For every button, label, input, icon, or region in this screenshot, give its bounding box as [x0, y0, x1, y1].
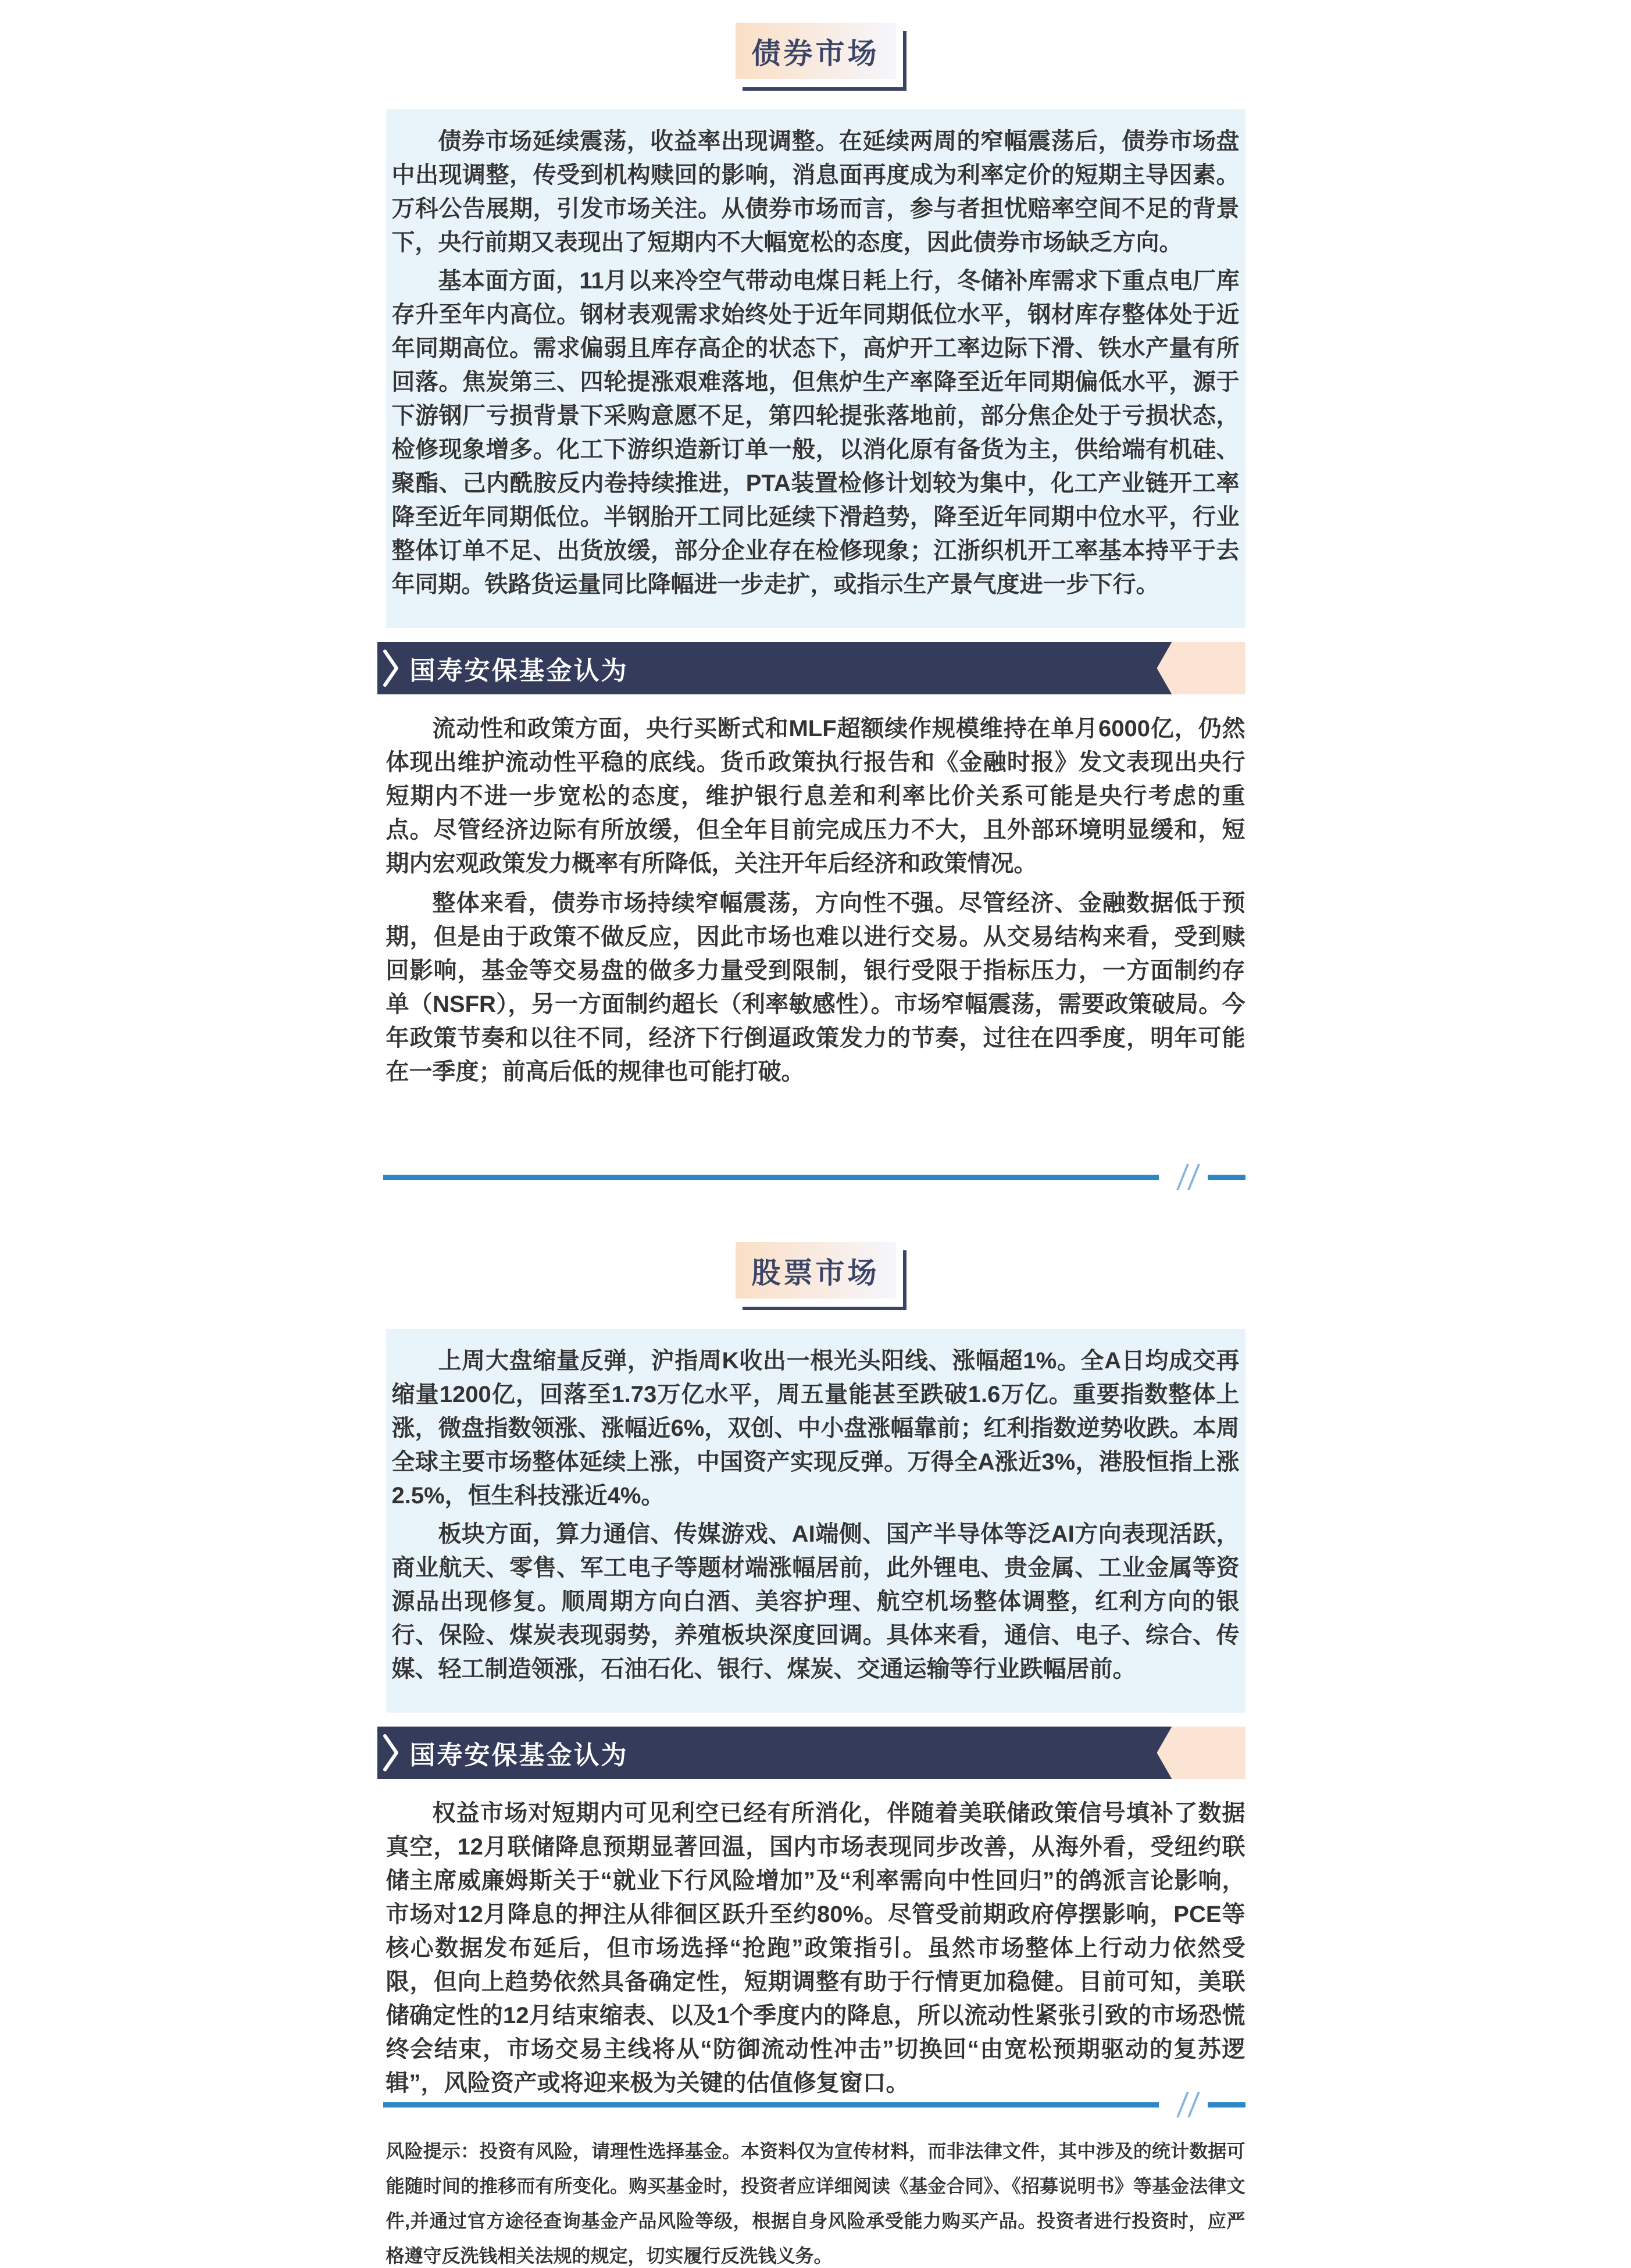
risk-disclaimer: 风险提示：投资有风险，请理性选择基金。本资料仅为宣传材料，而非法律文件，其中涉及的统计数据可能随时间的推移而有所变化。购买基金时，投资者应详细阅读《基金合同》、《招募说明书》等基金法律文件,并通过官方途径查询基金产品风险等级，根据自身风险承受能力购买产品。投资者进行投资时，应严格遵守反洗钱相关法规的规定，切实履行反洗钱义务。 — [386, 2141, 1245, 2266]
stock-opinion-text — [386, 1796, 1245, 2100]
content-column — [386, 23, 1245, 2268]
bond-section — [386, 23, 1245, 1190]
stock-section — [386, 1242, 1245, 2117]
stock-review-paragraph-2: 板块方面，算力通信、传媒游戏、AI端侧、国产半导体等泛AI方向表现活跃，商业航天、零售、军工电子等题材端涨幅居前，此外锂电、贵金属、工业金属等资源品出现修复。顺周期方向白酒、美容护理、航空机场整体调整，红利方向的银行、保险、煤炭表现弱势，养殖板块深度回调。具体来看，通信、电子、综合、传媒、轻工制造领涨，石油石化、银行、煤炭、交通运输等行业跌幅居前。 — [391, 1521, 1240, 1682]
bond-review-paragraph-2: 基本面方面，11月以来冷空气带动电煤日耗上行，冬储补库需求下重点电厂库存升至年内高位。钢材表观需求始终处于近年同期低位水平，钢材库存整体处于近年同期高位。需求偏弱且库存高企的状态下，高炉开工率边际下滑、铁水产量有所回落。焦炭第三、四轮提涨艰难落地，但焦炉生产率降至近年同期偏低水平，源于下游钢厂亏损背景下采购意愿不足，第四轮提张落地前，部分焦企处于亏损状态，检修现象增多。化工下游织造新订单一般，以消化原有备货为主，供给端有机硅、聚酯、己内酰胺反内卷持续推进，PTA装置检修计划较为集中，化工产业链开工率降至近年同期低位。半钢胎开工同比延续下滑趋势，降至近年同期中位水平，行业整体订单不足、出货放缓，部分企业存在检修现象；江浙织机开工率基本持平于去年同期。铁路货运量同比降幅进一步走扩，或指示生产景气度进一步下行。 — [391, 268, 1240, 597]
chevron-right-icon — [382, 649, 399, 687]
double-slash-icon — [1187, 2092, 1200, 2117]
double-slash-icon — [1187, 1164, 1200, 1190]
double-slash-icon — [1176, 2092, 1189, 2117]
banner-navy-bar — [377, 1727, 1184, 1779]
banner-peach-accent — [1157, 1727, 1245, 1779]
bond-opinion-paragraph-2: 整体来看，债券市场持续窄幅震荡，方向性不强。尽管经济、金融数据低于预期，但是由于政策不做反应，因此市场也难以进行交易。从交易结构来看，受到赎回影响，基金等交易盘的做多力量受到限制，银行受限于指标压力，一方面制约存单（NSFR），另一方面制约超长（利率敏感性）。市场窄幅震荡，需要政策破局。今年政策节奏和以往不同，经济下行倒逼政策发力的节奏，过往在四季度，明年可能在一季度；前高后低的规律也可能打破。 — [386, 890, 1245, 1085]
bond-banner-label: 国寿安保基金认为 — [409, 657, 629, 685]
stock-section-badge — [736, 1242, 896, 1299]
bond-opinion-banner — [377, 642, 1245, 694]
divider-dash — [1208, 1175, 1245, 1180]
stock-market-review-block — [386, 1329, 1245, 1713]
stock-badge-label: 股票市场 — [751, 1256, 880, 1289]
bond-review-paragraph-1: 债券市场延续震荡，收益率出现调整。在延续两周的窄幅震荡后，债券市场盘中出现调整，传受到机构赎回的影响，消息面再度成为利率定价的短期主导因素。万科公告展期，引发市场关注。从债券市场而言，参与者担忧赔率空间不足的背景下，央行前期又表现出了短期内不大幅宽松的态度，因此债券市场缺乏方向。 — [391, 129, 1240, 255]
section-divider — [386, 2092, 1245, 2117]
double-slash-icon — [1176, 1164, 1189, 1190]
banner-peach-accent — [1157, 642, 1245, 694]
stock-banner-label: 国寿安保基金认为 — [409, 1741, 629, 1770]
chevron-right-icon — [382, 1734, 399, 1772]
section-divider — [386, 1164, 1245, 1190]
bond-badge-label: 债券市场 — [751, 37, 880, 70]
stock-review-paragraph-1: 上周大盘缩量反弹，沪指周K收出一根光头阳线、涨幅超1%。全A日均成交再缩量1200亿，回落至1.73万亿水平，周五量能甚至跌破1.6万亿。重要指数整体上涨，微盘指数领涨、涨幅近6%，双创、中小盘涨幅靠前；红利指数逆势收跌。本周全球主要市场整体延续上涨，中国资产实现反弹。万得全A涨近3%，港股恒指上涨2.5%，恒生科技涨近4%。 — [391, 1348, 1240, 1509]
bond-opinion-text — [386, 712, 1245, 1089]
bond-section-badge — [736, 23, 896, 79]
bond-market-review-block — [386, 109, 1245, 628]
stock-opinion-paragraph-1: 权益市场对短期内可见利空已经有所消化，伴随着美联储政策信号填补了数据真空，12月联储降息预期显著回温，国内市场表现同步改善，从海外看，受纽约联储主席威廉姆斯关于“就业下行风险增加”及“利率需向中性回归”的鸽派言论影响，市场对12月降息的押注从徘徊区跃升至约80%。尽管受前期政府停摆影响，PCE等核心数据发布延后，但市场选择“抢跑”政策指引。虽然市场整体上行动力依然受限，但向上趋势依然具备确定性，短期调整有助于行情更加稳健。目前可知，美联储确定性的12月结束缩表、以及1个季度内的降息，所以流动性紧张引致的市场恐慌终会结束，市场交易主线将从“防御流动性冲击”切换回“由宽松预期驱动的复苏逻辑”，风险资产或将迎来极为关键的估值修复窗口。 — [386, 1800, 1245, 2096]
divider-line — [383, 2102, 1159, 2107]
stock-opinion-banner — [377, 1727, 1245, 1779]
banner-navy-bar — [377, 642, 1184, 694]
divider-dash — [1208, 2102, 1245, 2107]
bond-opinion-paragraph-1: 流动性和政策方面，央行买断式和MLF超额续作规模维持在单月6000亿，仍然体现出维护流动性平稳的底线。货币政策执行报告和《金融时报》发文表现出央行短期内不进一步宽松的态度，维护银行息差和利率比价关系可能是央行考虑的重点。尽管经济边际有所放缓，但全年目前完成压力不大，且外部环境明显缓和，短期内宏观政策发力概率有所降低，关注开年后经济和政策情况。 — [386, 716, 1245, 876]
divider-line — [383, 1175, 1159, 1180]
